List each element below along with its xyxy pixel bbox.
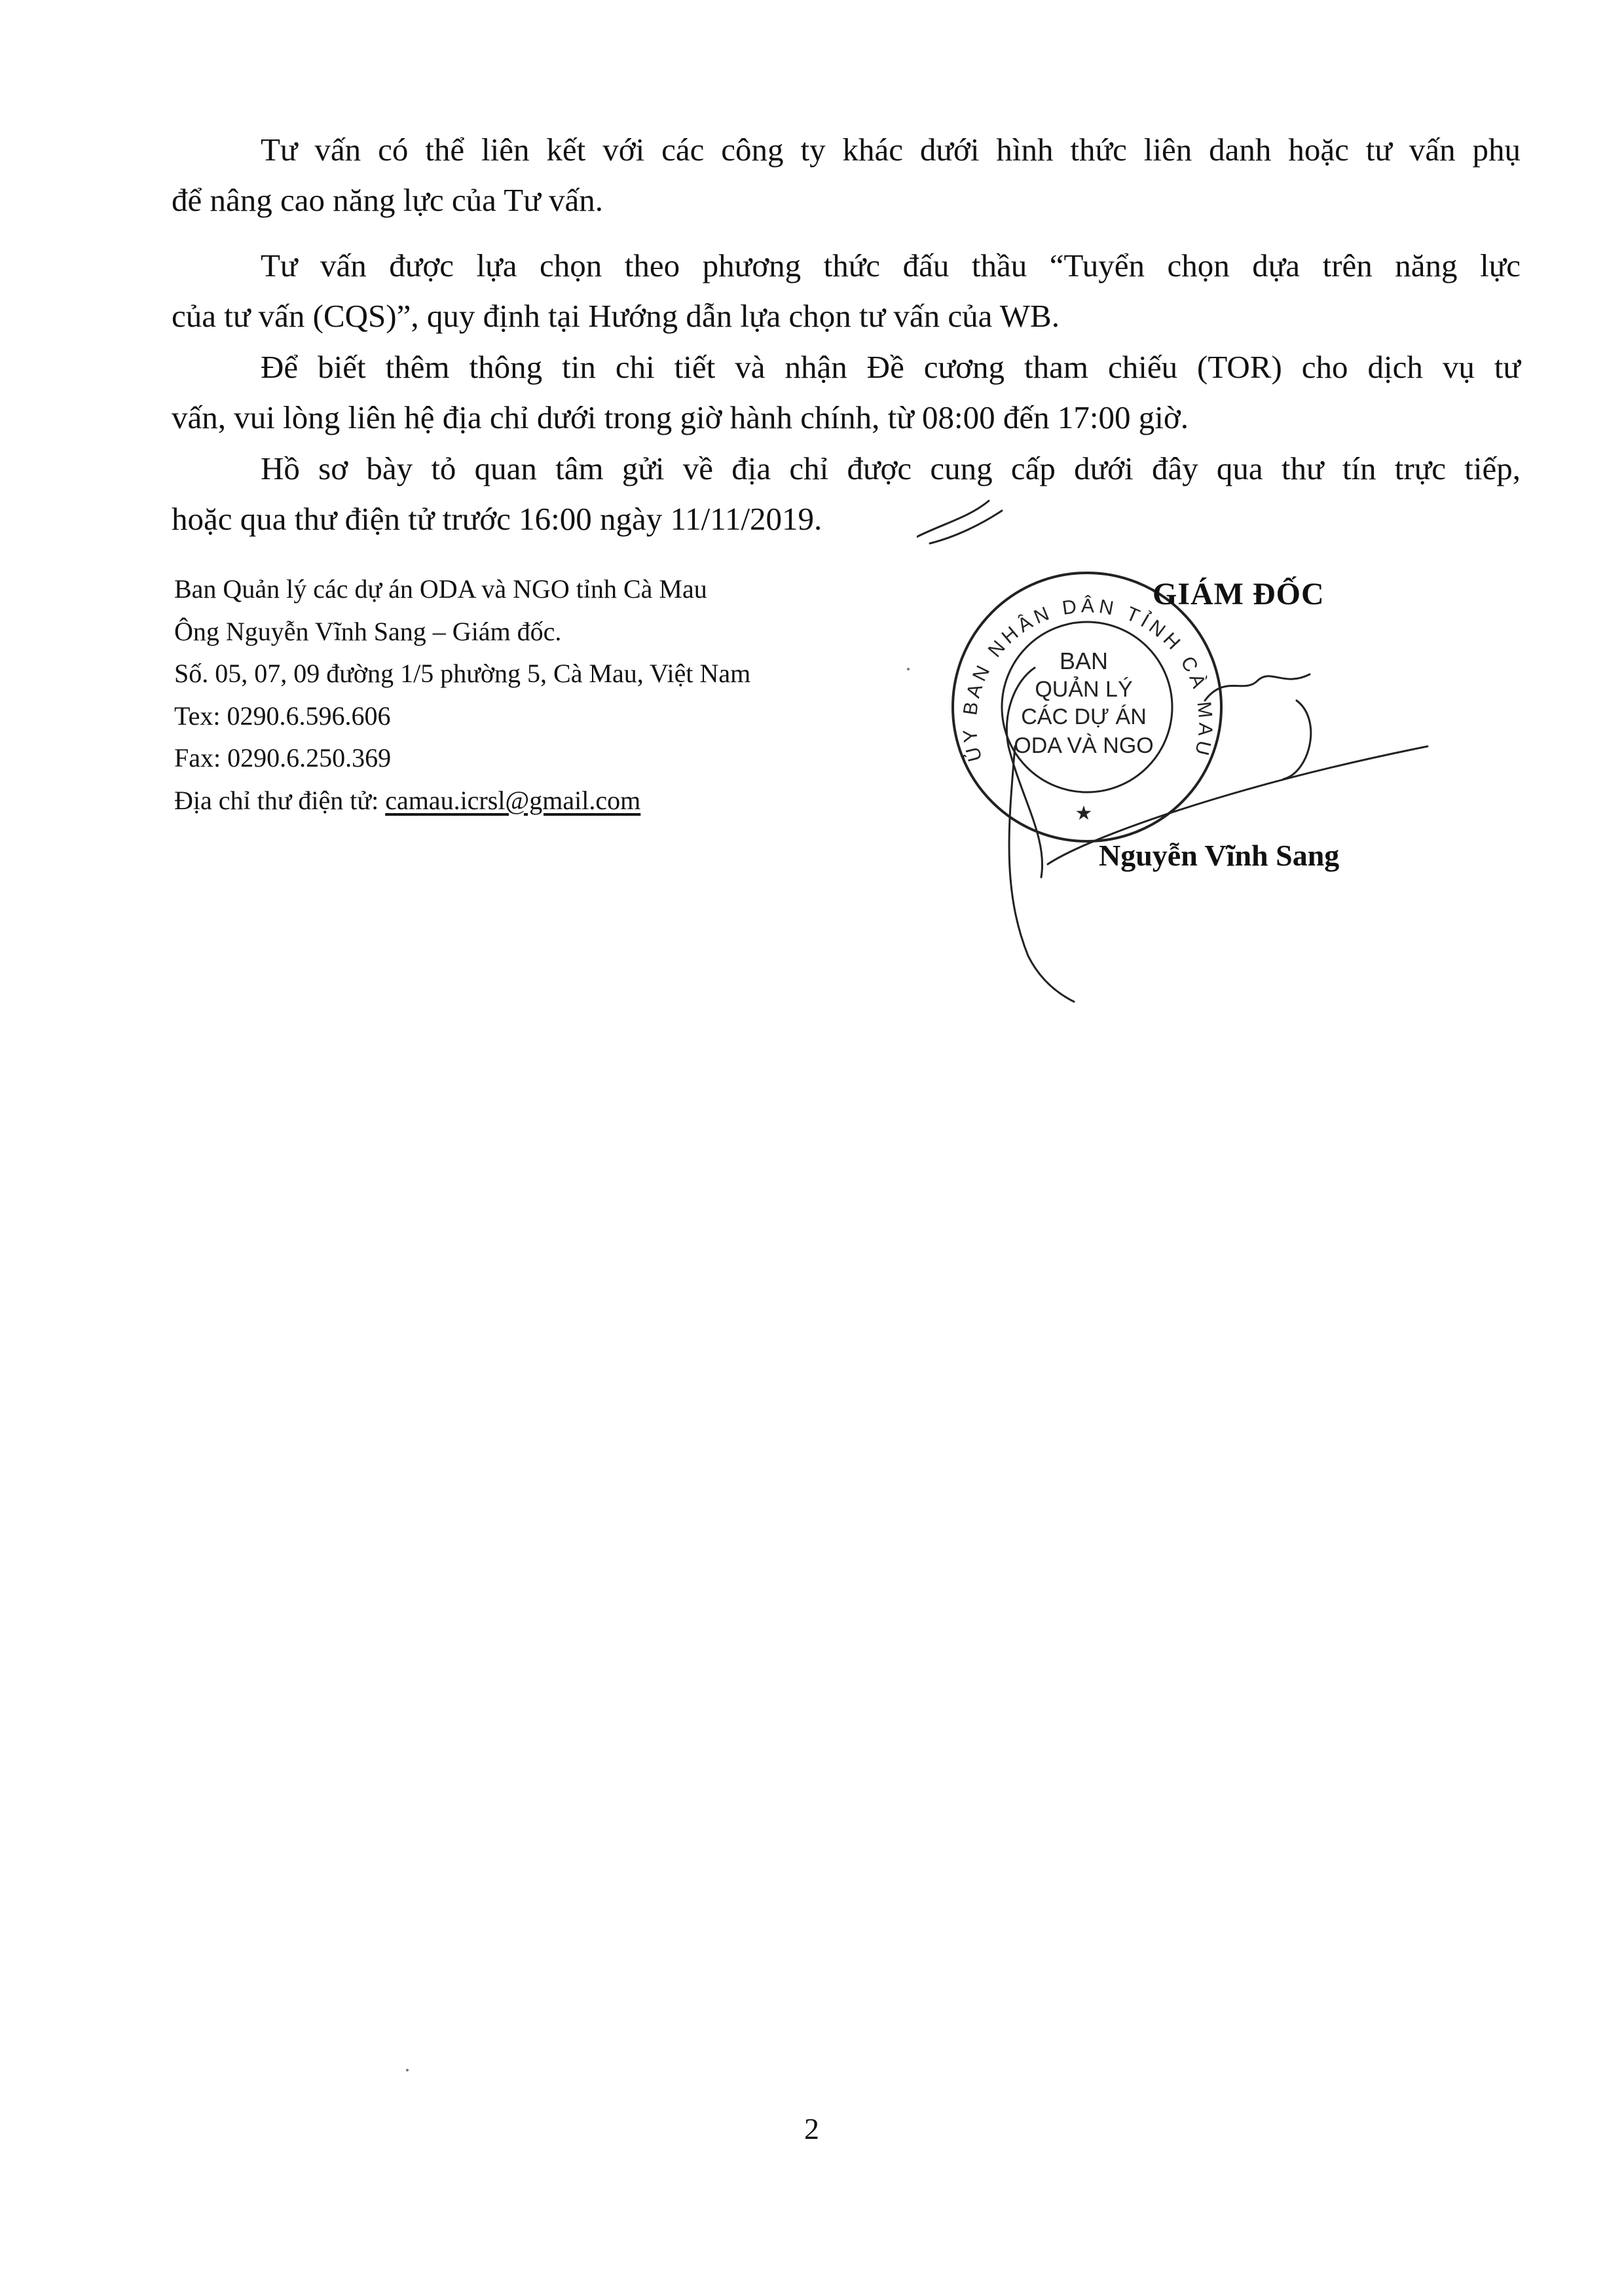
contact-email-link[interactable]: camau.icrsl@gmail.com <box>385 785 641 815</box>
stamp-star-icon: ★ <box>1075 803 1093 824</box>
paragraph-line: vấn, vui lòng liên hệ địa chỉ dưới trong giờ hành chính, từ 08:00 đến 17:00 giờ. <box>172 399 1189 435</box>
stamp-center-line: QUẢN LÝ <box>1035 677 1133 702</box>
handwritten-signature <box>917 498 1506 1008</box>
stamp-center-line: ODA VÀ NGO <box>1014 733 1154 758</box>
contact-tel: Tex: 0290.6.596.606 <box>174 701 391 731</box>
paragraph-tor-info <box>172 342 1521 443</box>
stamp-outer-text: ỦY BAN NHÂN DÂN TỈNH CÀ MAU <box>959 595 1217 764</box>
paragraph-line: để nâng cao năng lực của Tư vấn. <box>172 182 604 218</box>
contact-email-row <box>174 780 750 822</box>
stamp-center-line: BAN <box>1059 647 1109 674</box>
paragraph-line: hoặc qua thư điện tử trước 16:00 ngày 11/11/2019. <box>172 501 822 537</box>
paragraph-line: Để biết thêm thông tin chi tiết và nhận Đề cương tham chiếu (TOR) cho dịch vụ tư <box>261 349 1521 385</box>
paragraph-line: của tư vấn (CQS)”, quy định tại Hướng dẫn lựa chọn tư vấn của WB. <box>172 298 1060 334</box>
signature-title: GIÁM ĐỐC <box>1153 577 1325 611</box>
contact-person: Ông Nguyễn Vĩnh Sang – Giám đốc. <box>174 616 562 646</box>
scan-speck <box>406 2069 409 2071</box>
contact-email-label: Địa chỉ thư điện tử: <box>174 785 386 815</box>
paragraph-line: Hồ sơ bày tỏ quan tâm gửi về địa chỉ được cung cấp dưới đây qua thư tín trực tiếp, <box>261 450 1521 486</box>
contact-fax: Fax: 0290.6.250.369 <box>174 743 392 773</box>
contact-block <box>174 568 750 822</box>
contact-address: Số. 05, 07, 09 đường 1/5 phường 5, Cà Mau, Việt Nam <box>174 659 751 688</box>
contact-org: Ban Quản lý các dự án ODA và NGO tỉnh Cà Mau <box>174 574 707 604</box>
paragraph-line: Tư vấn có thể liên kết với các công ty khác dưới hình thức liên danh hoặc tư vấn phụ <box>261 132 1521 168</box>
page-number: 2 <box>804 2112 819 2145</box>
stamp-center-line: CÁC DỰ ÁN <box>1021 704 1147 729</box>
paragraph-line: Tư vấn được lựa chọn theo phương thức đấu thầu “Tuyển chọn dựa trên năng lực <box>261 247 1521 283</box>
paragraph-consultant-association <box>172 124 1521 225</box>
paragraph-selection-method <box>172 240 1521 341</box>
signer-name: Nguyễn Vĩnh Sang <box>1099 839 1340 872</box>
scan-speck <box>907 668 910 670</box>
